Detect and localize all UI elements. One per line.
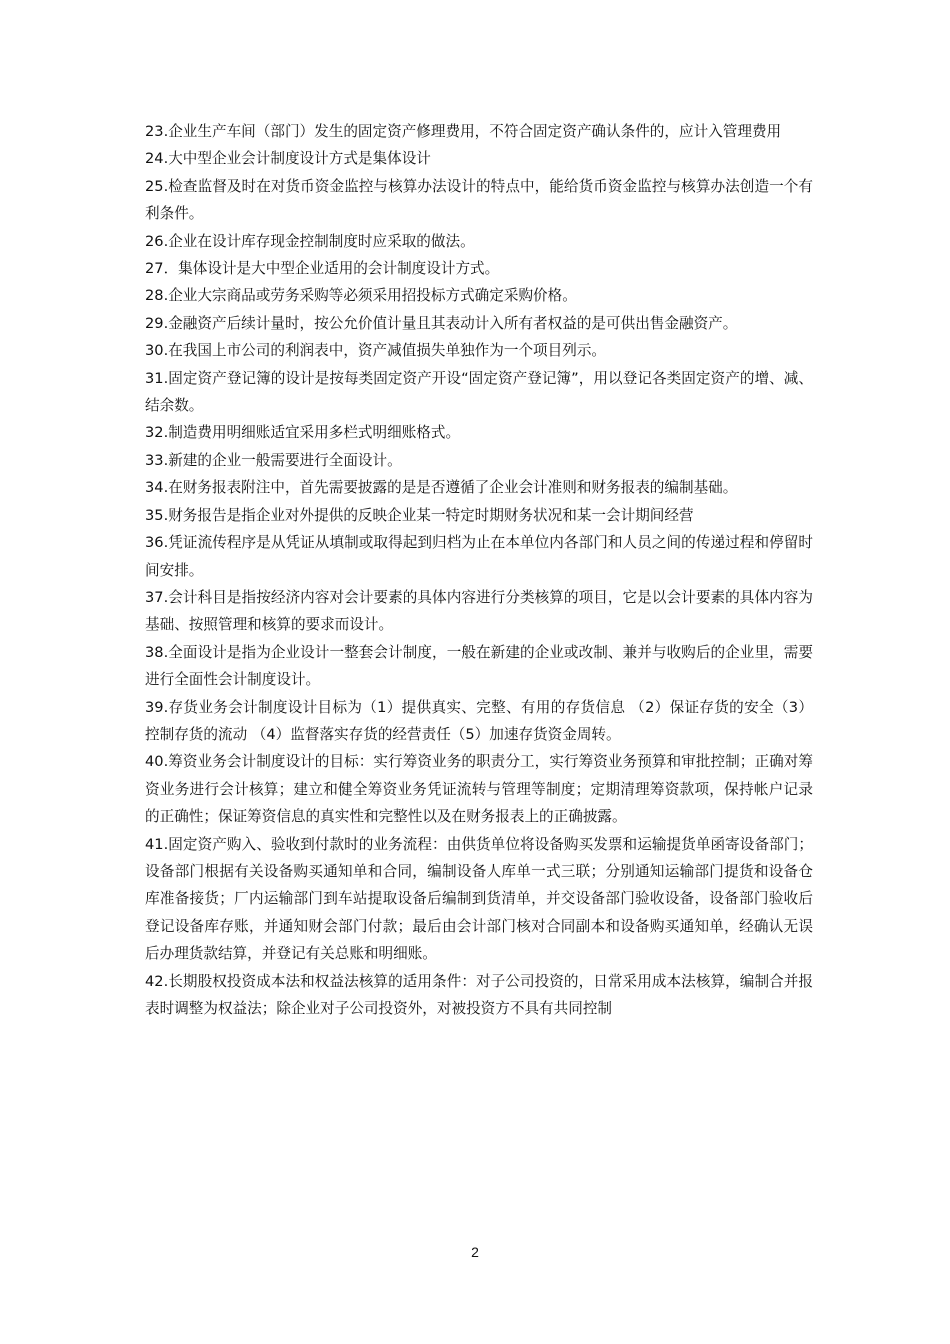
- paragraph-34: 34.在财务报表附注中，首先需要披露的是是否遵循了企业会计准则和财务报表的编制基础。: [145, 479, 738, 497]
- paragraph-39: 39.存货业务会计制度设计目标为（1）提供真实、完整、有用的存货信息 （2）保证存货的安全（3）控制存货的流动 （4）监督落实存货的经营责任（5）加速存货资金周转。: [145, 698, 813, 743]
- paragraph-28: 28.企业大宗商品或劳务采购等必须采用招投标方式确定采购价格。: [145, 287, 577, 305]
- paragraph-31: 31.固定资产登记簿的设计是按每类固定资产开设“固定资产登记簿”，用以登记各类固定资产的增、减、结余数。: [145, 369, 813, 415]
- paragraph-36: 36.凭证流传程序是从凭证从填制或取得起到归档为止在本单位内各部门和人员之间的传递过程和停留时间安排。: [145, 534, 813, 579]
- paragraph-40: 40.筹资业务会计制度设计的目标：实行筹资业务的职责分工，实行筹资业务预算和审批控制；正确对筹资业务进行会计核算；建立和健全筹资业务凭证流转与管理等制度；定期清理筹资款项，保持帐户记录的正确性；保证筹资信息的真实性和完整性以及在财务报表上的正确披露。: [145, 753, 813, 826]
- paragraph-26: 26.企业在设计库存现金控制制度时应采取的做法。: [145, 232, 475, 250]
- paragraph-25: 25.检查监督及时在对货币资金监控与核算办法设计的特点中，能给货币资金监控与核算办法创造一个有利条件。: [145, 177, 813, 223]
- paragraph-42: 42.长期股权投资成本法和权益法核算的适用条件：对子公司投资的，日常采用成本法核算，编制合并报表时调整为权益法；除企业对子公司投资外，对被投资方不具有共同控制: [145, 972, 813, 1017]
- paragraph-33: 33.新建的企业一般需要进行全面设计。: [145, 451, 402, 469]
- paragraph-37: 37.会计科目是指按经济内容对会计要素的具体内容进行分类核算的项目，它是以会计要素的具体内容为基础、按照管理和核算的要求而设计。: [145, 588, 813, 634]
- page-number: 2: [471, 1244, 479, 1260]
- paragraph-41: 41.固定资产购入、验收到付款时的业务流程：由供货单位将设备购买发票和运输提货单函寄设备部门；设备部门根据有关设备购买通知单和合同，编制设备人库单一式三联；分别通知运输部门提货和设备仓库准备接货；厂内运输部门到车站提取设备后编制到货清单，并交设备部门验收设备，设备部门验收后登记设备库存账，并通知财会部门付款；最后由会计部门核对合同副本和设备购买通知单，经确认无误后办理货款结算，并登记有关总账和明细账。: [145, 835, 813, 963]
- document-body: [145, 118, 813, 1022]
- paragraph-23: 23.企业生产车间（部门）发生的固定资产修理费用，不符合固定资产确认条件的，应计入管理费用: [145, 123, 782, 140]
- paragraph-38: 38.全面设计是指为企业设计一整套会计制度，一般在新建的企业或改制、兼并与收购后的企业里，需要进行全面性会计制度设计。: [145, 643, 813, 689]
- paragraph-30: 30.在我国上市公司的利润表中，资产减值损失单独作为一个项目列示。: [145, 342, 607, 360]
- paragraph-35: 35.财务报告是指企业对外提供的反映企业某一特定时期财务状况和某一会计期间经营: [145, 506, 694, 524]
- paragraph-24: 24.大中型企业会计制度设计方式是集体设计: [145, 150, 431, 168]
- paragraph-32: 32.制造费用明细账适宜采用多栏式明细账格式。: [145, 424, 461, 442]
- paragraph-27: 27．集体设计是大中型企业适用的会计制度设计方式。: [145, 260, 500, 278]
- paragraph-29: 29.金融资产后续计量时，按公允价值计量且其表动计入所有者权益的是可供出售金融资产。: [145, 314, 738, 332]
